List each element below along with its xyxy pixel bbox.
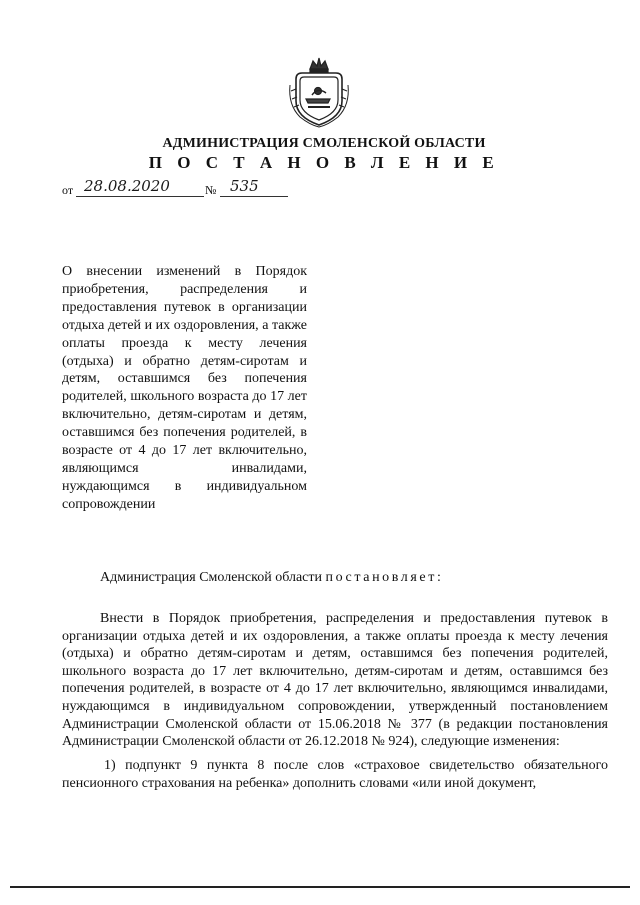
amendment-item-1: 1) подпункт 9 пункта 8 после слов «страховое свидетельство обязательного пенсионного страхования на ребенка» дополнить словами «или иной документ, [62,758,608,791]
date-underline [76,196,204,197]
main-paragraph: Внести в Порядок приобретения, распределения и предоставления путевок в организации отдыха детей и их оздоровления, а также оплаты проезда к месту лечения (отдыха) и обратно детям-сиротам и детям, оставшимся без попечения родителей, школьного возраста до 17 лет включительно, детям-сиротам и детям, оставшимся без попечения родителей, в возрасте от 4 до 17 лет включительно, являющимся инвалидами, нуждающимся в индивидуальном сопровождении, утвержденный постановлением Администрации Смоленской области от 15.06.2018 № 377 (в редакции постановления Администрации Смоленской области от 26.12.2018 № 924), следующие изменения: [62,611,608,750]
coat-of-arms-icon [286,55,352,129]
enacting-clause-prefix: Администрация Смоленской области [100,570,326,585]
enacting-clause-verb: постановляет: [325,570,444,585]
number-underline [220,196,288,197]
organization-name: АДМИНИСТРАЦИЯ СМОЛЕНСКОЙ ОБЛАСТИ [162,136,486,151]
page-bottom-rule [10,886,630,888]
handwritten-number: 535 [230,177,259,195]
number-label: № [205,183,217,197]
document-subject: О внесении изменений в Порядок приобретения, распределения и предоставления путевок в организации отдыха детей и их оздоровления, а также оплаты проезда к месту лечения (отдыха) и обратно детям-сиротам и детям, оставшимся без попечения родителей, школьного возраста до 17 лет включительно, детям-сиротам и детям, оставшимся без попечения родителей, в возрасте от 4 до 17 лет включительно, являющимся инвалидами, нуждающимся в индивидуальном сопровождении [62,264,307,512]
date-label: от [62,183,74,197]
enacting-clause [62,569,608,587]
handwritten-date: 28.08.2020 [84,177,170,195]
document-type-title: П О С Т А Н О В Л Е Н И Е [148,153,500,172]
